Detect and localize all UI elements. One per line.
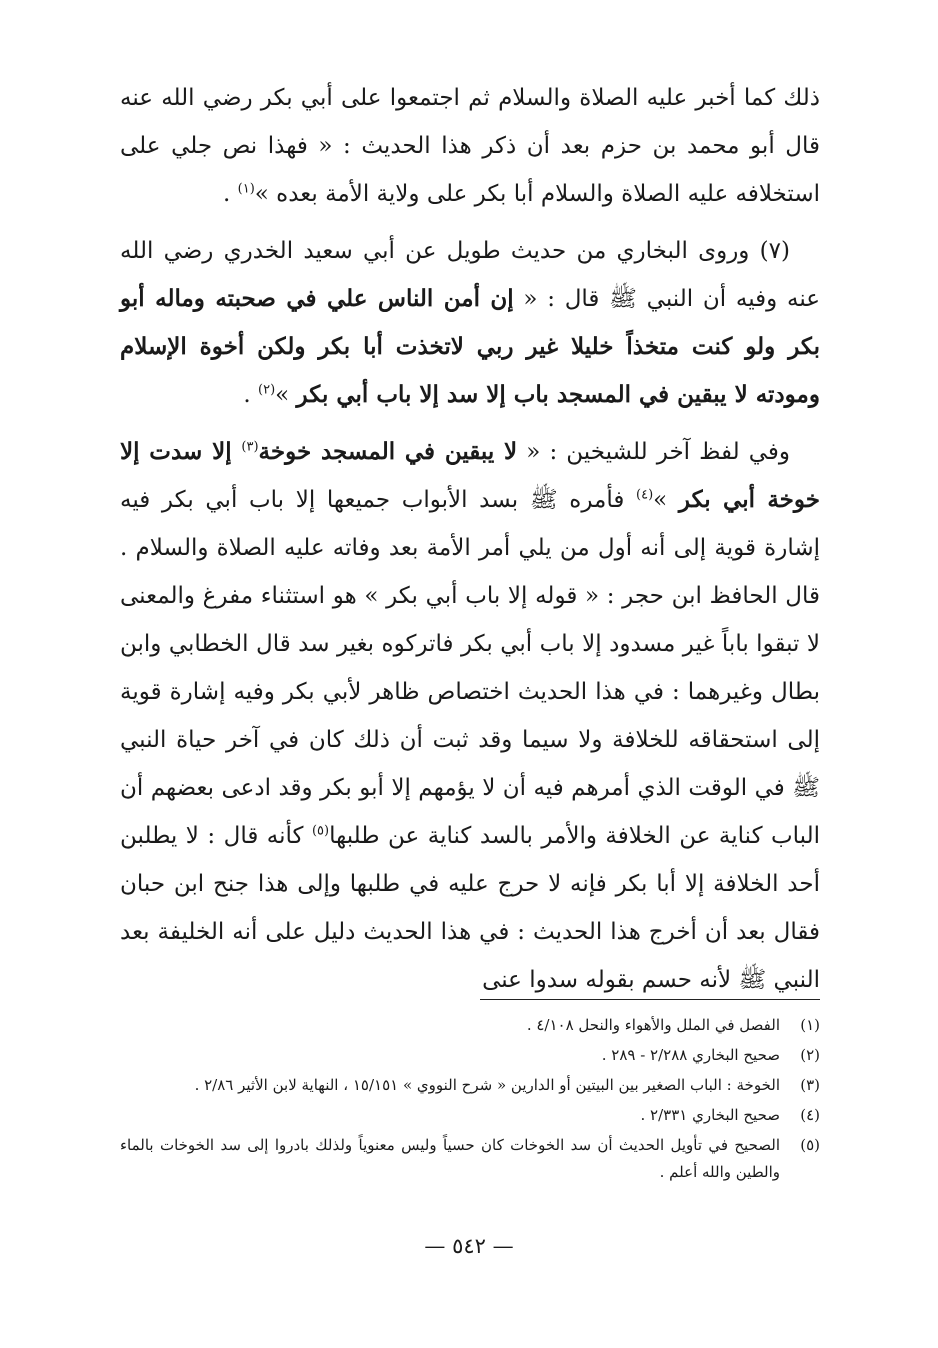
footnote-separator <box>480 999 820 1000</box>
main-text <box>120 74 820 1013</box>
footnote-number: (١) <box>800 1016 820 1034</box>
paragraph-3 <box>120 428 820 1004</box>
text-run: . <box>243 382 259 408</box>
footnotes <box>120 1012 820 1189</box>
paragraph-2 <box>120 227 820 419</box>
footnote-4 <box>120 1102 820 1129</box>
page-number: — ٥٤٢ — <box>424 1234 514 1258</box>
footnote-number: (٣) <box>800 1076 820 1094</box>
footnote-marker: (٥) <box>311 823 330 839</box>
footnote-marker: (١) <box>237 181 255 197</box>
hadith-quote: لا يبقين في المسجد خوخة <box>258 438 518 465</box>
text-run: . <box>223 181 238 207</box>
text-run: كأنه قال : لا يطلبن أحد الخلافة إلا أبا بكر فإنه لا حرج عليه في طلبها وإلى هذا جنح ابن حبان فقال بعد أن أخرج هذا الحديث : في هذا الحديث دليل على أنه الخليفة بعد النبي ﷺ لأنه حسم بقوله سدوا عنى <box>120 823 820 993</box>
footnote-number: (٢) <box>800 1046 820 1064</box>
hadith-quote: إلا سدت إلا خوخة أبي بكر <box>120 438 820 513</box>
footnote-text: صحيح البخاري ٢/٢٨٨ - ٢٨٩ . <box>601 1046 780 1064</box>
text-run: (٧) وروى البخاري من حديث طويل عن أبي سعيد الخدري رضي الله عنه وفيه أن النبي ﷺ قال : « <box>120 238 820 312</box>
text-run: » <box>653 487 679 513</box>
footnote-number: (٥) <box>800 1136 820 1154</box>
footnote-text: الخوخة : الباب الصغير بين البيتين أو الدارين « شرح النووي » ١٥/١٥١ ، النهاية لابن الأثير ٢/٨٦ . <box>194 1076 780 1094</box>
footnote-3 <box>120 1072 820 1099</box>
footnote-text: صحيح البخاري ٢/٣٣١ . <box>640 1106 780 1124</box>
text-run: فأمره ﷺ بسد الأبواب جميعها إلا باب أبي بكر فيه إشارة قوية إلى أنه أول من يلي أمر الأمة بعد وفاته عليه الصلاة والسلام . قال الحافظ ابن حجر : « قوله إلا باب أبي بكر » هو استثناء مفرغ والمعنى لا تبقوا باباً غير مسدود إلا باب أبي بكر فاتركوه بغير سد قال الخطابي وابن بطال وغيرهما : في هذا الحديث اختصاص ظاهر لأبي بكر وفيه إشارة قوية إلى استحقاقه للخلافة ولا سيما وقد ثبت أن ذلك كان في آخر حياة النبي ﷺ في الوقت الذي أمرهم فيه أن لا يؤمهم إلا أبو بكر وقد ادعى بعضهم أن الباب كناية عن الخلافة والأمر بالسد كناية عن طلبها <box>120 487 821 849</box>
paragraph-1 <box>120 74 820 218</box>
footnote-marker: (٣) <box>241 439 259 455</box>
footnote-marker: (٢) <box>258 382 276 398</box>
hadith-quote: إن أمن الناس علي في صحبته وماله أبو بكر ولو كنت متخذاً خليلا غير ربي لاتخذت أبا بكر ولكن أخوة الإسلام ومودته لا يبقين في المسجد باب إلا سد إلا باب أبي بكر <box>120 285 820 408</box>
footnote-5 <box>120 1132 820 1186</box>
footnote-number: (٤) <box>800 1106 820 1124</box>
footnote-2 <box>120 1042 820 1069</box>
footnote-marker: (٤) <box>636 487 654 503</box>
footnote-text: الصحيح في تأويل الحديث أن سد الخوخات كان حسياً وليس معنوياً ولذلك بادروا إلى سد الخوخات بالماء والطين والله أعلم . <box>120 1136 780 1181</box>
text-run: » <box>275 382 297 408</box>
footnote-1 <box>120 1012 820 1039</box>
text-run: ذلك كما أخبر عليه الصلاة والسلام ثم اجتمعوا على أبي بكر رضي الله عنه قال أبو محمد بن حزم بعد أن ذكر هذا الحديث : « فهذا نص جلي على استخلافه عليه الصلاة والسلام أبا بكر على ولاية الأمة بعده » <box>120 85 820 207</box>
text-run: وفي لفظ آخر للشيخين : « <box>517 439 790 465</box>
footnote-text: الفصل في الملل والأهواء والنحل ٤/١٠٨ . <box>526 1016 780 1034</box>
